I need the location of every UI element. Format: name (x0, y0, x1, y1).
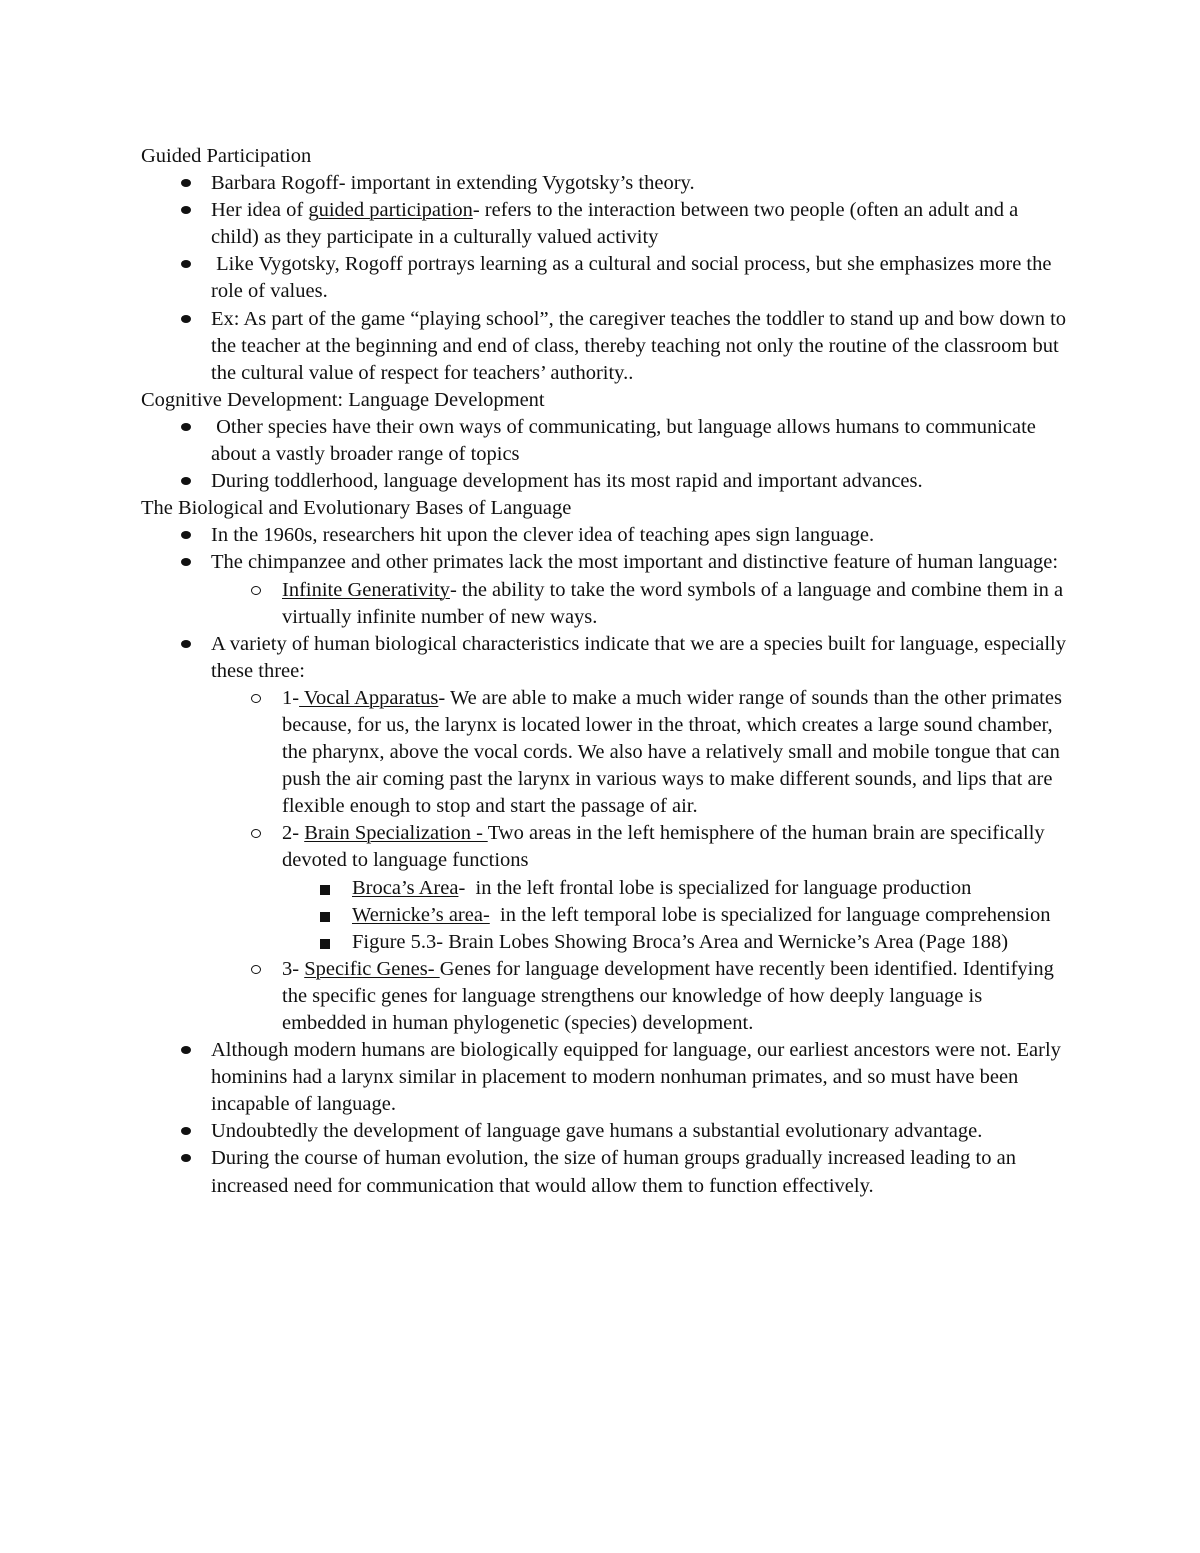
bullet-disc-icon (181, 170, 193, 197)
bullet-disc-icon (181, 1037, 193, 1064)
list-item: Ex: As part of the game “playing school”, the caregiver teaches the toddler to stand up and bow down to the teacher at the beginning and end of class, thereby teaching not only the routine of the classroom but the cultural value of respect for teachers’ authority.. (141, 306, 1071, 387)
underlined-term: Wernicke’s area- (352, 903, 490, 926)
bullet-disc-icon (181, 1118, 193, 1145)
bullet-disc-icon (181, 306, 193, 333)
bullet-square-icon (320, 929, 332, 956)
bullet-disc-icon (181, 197, 193, 224)
list-item: Figure 5.3- Brain Lobes Showing Broca’s Area and Wernicke’s Area (Page 188) (141, 929, 1071, 956)
list-item: Infinite Generativity- the ability to take the word symbols of a language and combine them in a virtually infinite number of new ways. (141, 577, 1071, 631)
bullet-list (141, 414, 1071, 495)
bullet-circle-icon (251, 577, 265, 604)
list-item: Wernicke’s area- in the left temporal lobe is specialized for language comprehension (141, 902, 1071, 929)
bullet-circle-icon (251, 956, 265, 983)
section-heading: Cognitive Development: Language Development (141, 388, 545, 411)
bullet-disc-icon (181, 631, 193, 658)
bullet-disc-icon (181, 251, 193, 278)
bullet-circle-icon (251, 685, 265, 712)
bullet-disc-icon (181, 1145, 193, 1172)
list-item: 3- Specific Genes- Genes for language development have recently been identified. Identifying the specific genes for language strengthens our knowledge of how deeply language is embedded in human phylogenetic (species) development. (141, 956, 1071, 1037)
document-body (141, 143, 1071, 1200)
underlined-term: Brain Specialization - (304, 822, 488, 845)
bullet-list (141, 522, 1071, 1199)
list-item: A variety of human biological characteristics indicate that we are a species built for language, especially these three: (141, 631, 1071, 685)
section-heading: The Biological and Evolutionary Bases of Language (141, 497, 572, 520)
list-item: Other species have their own ways of communicating, but language allows humans to communicate about a vastly broader range of topics (141, 414, 1071, 468)
list-item: Her idea of guided participation- refers to the interaction between two people (often an adult and a child) as they participate in a culturally valued activity (141, 197, 1071, 251)
list-item: Undoubtedly the development of language gave humans a substantial evolutionary advantage. (141, 1118, 1071, 1145)
underlined-term: Vocal Apparatus (299, 686, 439, 709)
list-item: The chimpanzee and other primates lack the most important and distinctive feature of human language: (141, 549, 1071, 576)
bullet-disc-icon (181, 468, 193, 495)
underlined-term: Broca’s Area (352, 876, 459, 899)
list-item: 2- Brain Specialization - Two areas in the left hemisphere of the human brain are specifically devoted to language functions (141, 820, 1071, 874)
bullet-disc-icon (181, 522, 193, 549)
underlined-term: guided participation (308, 199, 473, 222)
list-item: In the 1960s, researchers hit upon the clever idea of teaching apes sign language. (141, 522, 1071, 549)
list-item: Broca’s Area- in the left frontal lobe is specialized for language production (141, 875, 1071, 902)
bullet-disc-icon (181, 414, 193, 441)
underlined-term: Infinite Generativity (282, 578, 450, 601)
bullet-disc-icon (181, 549, 193, 576)
bullet-square-icon (320, 875, 332, 902)
underlined-term: Specific Genes- (304, 957, 440, 980)
list-item: During toddlerhood, language development has its most rapid and important advances. (141, 468, 1071, 495)
bullet-square-icon (320, 902, 332, 929)
bullet-list (141, 170, 1071, 387)
list-item: Like Vygotsky, Rogoff portrays learning as a cultural and social process, but she emphasizes more the role of values. (141, 251, 1071, 305)
list-item: During the course of human evolution, the size of human groups gradually increased leading to an increased need for communication that would allow them to function effectively. (141, 1145, 1071, 1199)
section-heading: Guided Participation (141, 145, 312, 167)
list-item: 1- Vocal Apparatus- We are able to make a much wider range of sounds than the other primates because, for us, the larynx is located lower in the throat, which creates a large sound chamber, the pharynx, above the vocal cords. We also have a relatively small and mobile tongue that can push the air coming past the larynx in various ways to make different sounds, and lips that are flexible enough to stop and start the passage of air. (141, 685, 1071, 820)
bullet-circle-icon (251, 820, 265, 847)
list-item: Although modern humans are biologically equipped for language, our earliest ancestors were not. Early hominins had a larynx similar in placement to modern nonhuman primates, and so must have been incapable of language. (141, 1037, 1071, 1118)
list-item: Barbara Rogoff- important in extending Vygotsky’s theory. (141, 170, 1071, 197)
